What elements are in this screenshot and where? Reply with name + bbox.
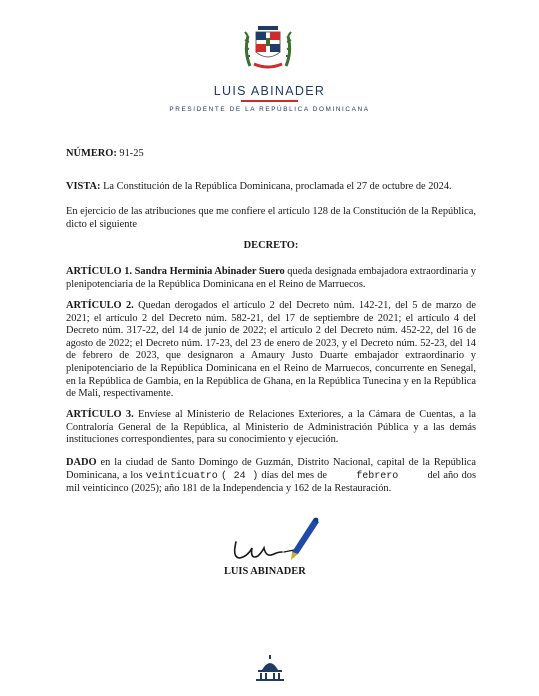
vista-text: La Constitución de la República Dominicana, proclamada el 27 de octubre de 2024. xyxy=(103,181,452,192)
dado-text-3: del año dos mil veinticinco (2025); año 181 de la Independencia y 162 de la Restauración. xyxy=(66,469,477,495)
article-2 xyxy=(66,300,476,401)
decree-number xyxy=(66,148,476,161)
decree-heading: DECRETO: xyxy=(243,240,299,251)
palace-dome-icon xyxy=(254,654,286,682)
header-divider xyxy=(241,100,298,102)
article-3-text: Envíese al Ministerio de Relaciones Exteriores, a la Cámara de Cuentas, a la Contraloría General de la República, al Ministerio de Administración Pública y a las demás instituciones correspondientes, para su conocimiento y ejecución. xyxy=(66,409,476,446)
handwritten-signature xyxy=(222,508,322,568)
number-value: 91-25 xyxy=(119,148,144,159)
coat-of-arms-icon xyxy=(240,22,296,74)
dado-paragraph xyxy=(66,457,476,496)
header-title: PRESIDENTE DE LA REPÚBLICA DOMINICANA xyxy=(169,106,370,113)
article-1-name: Sandra Herminia Abinader Suero xyxy=(134,266,285,277)
signature-name: LUIS ABINADER xyxy=(224,566,306,577)
exercise-text: En ejercicio de las atribuciones que me confiere el artículo 128 de la Constitución de la República, dicto el siguiente xyxy=(66,206,476,230)
article-3-label: ARTÍCULO 3. xyxy=(66,409,134,420)
vista-paragraph xyxy=(66,181,476,194)
vista-label: VISTA: xyxy=(66,181,101,192)
article-1 xyxy=(66,266,476,291)
exercise-paragraph xyxy=(66,206,476,231)
dado-text-2: días del mes de xyxy=(261,469,328,481)
article-1-text: queda designada embajadora extraordinaria y plenipotenciaria de la República Dominicana en el Reino de Marruecos. xyxy=(66,266,476,290)
month-value: febrero xyxy=(356,470,399,482)
dado-text-1: en la ciudad de Santo Domingo de Guzmán, Distrito Nacional, capital de la República Dominicana, a los xyxy=(66,457,476,481)
article-3 xyxy=(66,409,476,447)
article-2-text: Quedan derogados el artículo 2 del Decreto núm. 142-21, del 5 de marzo de 2021; el artículo 2 del Decreto núm. 582-21, del 17 de septiembre de 2021; el artículo 4 del Decreto núm. 317-22, del 14 de junio de 2022; el artículo 2 del Decreto núm. 452-22, del 16 de agosto de 2022; el Decreto núm. 17-23, del 23 de enero de 2023, y el Decreto núm. 52-23, del 14 de febrero de 2023, que designaron a Amaury Justo Duarte embajador extraordinario y plenipotenciario de la República Dominicana en el Reino de Marruecos, concurrente en Senegal, en la República de Gambia, en la República de Ghana, en la República Tunecina y en la República de Mali, respectivamente. xyxy=(66,300,477,400)
day-number: ( 24 ) xyxy=(220,470,259,482)
day-words: veinticuatro xyxy=(145,470,218,482)
header-name: LUIS ABINADER xyxy=(213,84,326,98)
article-2-label: ARTÍCULO 2. xyxy=(66,300,134,311)
number-label: NÚMERO: xyxy=(66,148,117,159)
fountain-pen-icon xyxy=(291,518,319,560)
article-1-label: ARTÍCULO 1. xyxy=(66,266,133,277)
dado-label: DADO xyxy=(66,457,97,468)
